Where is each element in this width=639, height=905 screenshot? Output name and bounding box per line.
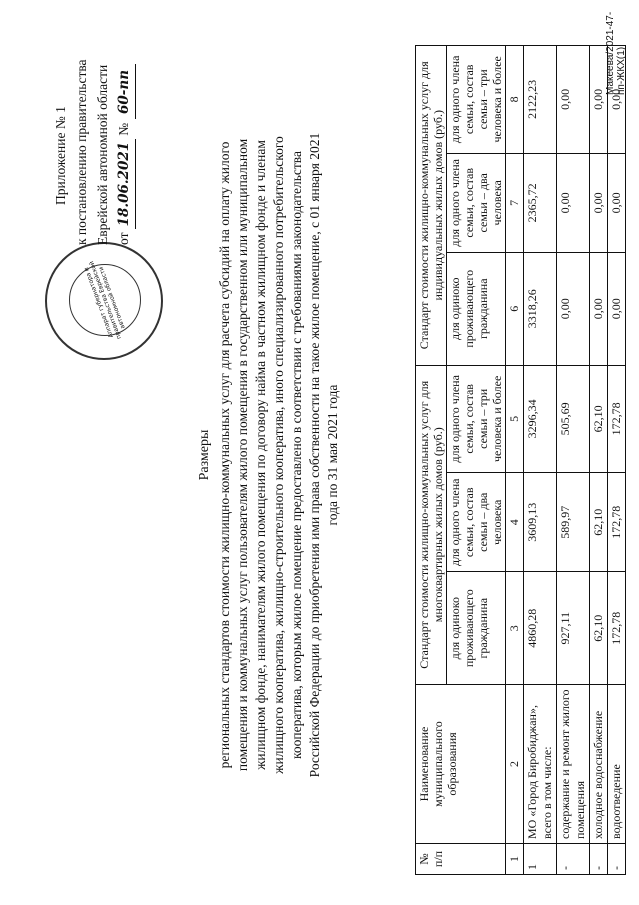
document-title <box>196 125 342 785</box>
cell-value: 172,78 <box>608 473 626 572</box>
row-name: содержание и ремонт жилого помещения <box>557 685 590 844</box>
cell-value: 0,00 <box>557 252 590 365</box>
col-num: 4 <box>506 473 524 572</box>
cell-value: 3609,13 <box>524 473 557 572</box>
col-num: 2 <box>506 685 524 844</box>
cell-value: 62,10 <box>590 572 608 685</box>
date-prefix: от <box>116 232 131 245</box>
cell-value: 0,00 <box>590 46 608 154</box>
col-num: 5 <box>506 365 524 473</box>
row-num: - <box>590 844 608 875</box>
cell-value: 2122,23 <box>524 46 557 154</box>
cell-value: 2365,72 <box>524 153 557 252</box>
cell-value: 927,11 <box>557 572 590 685</box>
cell-value: 0,00 <box>590 252 608 365</box>
table-row <box>590 46 608 875</box>
table-row <box>608 46 626 875</box>
cell-value: 589,97 <box>557 473 590 572</box>
col-num: 8 <box>506 46 524 154</box>
appendix-line3: Еврейской автономной области <box>95 64 110 245</box>
row-name: водоотведение <box>608 685 626 844</box>
header-col5: для одного члена семьи, состав семьи – три человека и более <box>447 365 506 473</box>
row-name: МО «Город Биробиджан», всего в том числе: <box>524 685 557 844</box>
cell-value: 0,00 <box>557 153 590 252</box>
header-col6: для одиноко проживающего гражданина <box>447 252 506 365</box>
cell-value: 62,10 <box>590 365 608 473</box>
row-num: 1 <box>524 844 557 875</box>
number-value: 60-пп <box>114 65 136 120</box>
col-num: 7 <box>506 153 524 252</box>
header-num: № п/п <box>416 844 506 875</box>
table-row <box>557 46 590 875</box>
header-col7: для одного члена семьи, состав семьи – два человека <box>447 153 506 252</box>
cell-value: 0,00 <box>608 46 626 154</box>
cell-value: 62,10 <box>590 473 608 572</box>
row-num: - <box>557 844 590 875</box>
header-col3: для одиноко проживающего гражданина <box>447 572 506 685</box>
col-num: 6 <box>506 252 524 365</box>
cell-value: 0,00 <box>557 46 590 154</box>
appendix-line1: Приложение № 1 <box>53 106 68 205</box>
cell-value: 505,69 <box>557 365 590 473</box>
cell-value: 0,00 <box>608 153 626 252</box>
cell-value: 172,78 <box>608 572 626 685</box>
header-name: Наименование муниципального образования <box>416 685 506 844</box>
appendix-line2: к постановлению правительства <box>74 59 89 245</box>
standards-table <box>415 45 626 875</box>
cell-value: 0,00 <box>590 153 608 252</box>
cell-value: 4860,28 <box>524 572 557 685</box>
title-heading: Размеры <box>197 429 212 481</box>
cell-value: 0,00 <box>608 252 626 365</box>
row-name: холодное водоснабжение <box>590 685 608 844</box>
column-number-row <box>506 46 524 875</box>
header-col8: для одного члена семьи, состав семьи – три человека и более <box>447 46 506 154</box>
appendix-block <box>50 15 136 245</box>
footer-reference: Макеева/2021-47-пп-ЖКХ(1) <box>605 11 627 95</box>
cell-value: 3318,26 <box>524 252 557 365</box>
stamp-text: Аппарат губернатора и правительства Еврейской автономной области <box>82 260 127 340</box>
number-prefix: № <box>116 122 131 136</box>
date-value: 18.06.2021 <box>114 139 136 229</box>
title-body: региональных стандартов стоимости жилищно-коммунальных услуг для расчета субсидий на оплату жилого помещения и коммунальных услуг пользователям жилого помещения в государственном или муниципальном жилищном фонде, нанимателям жилого помещения по договору найма в частном жилищном фонде и членам жилищного кооператива, жилищно-строительного кооператива, иного специализированного потребительского кооператива, которым жилое помещение предоставлено в соответствии с требованиями законодательства Российской Федерации до приобретения ими права собственности на такое жилое помещение, с 01 января 2021 года по 31 мая 2021 года <box>217 132 340 778</box>
header-col4: для одного члена семьи, состав семьи – два человека <box>447 473 506 572</box>
cell-value: 3296,34 <box>524 365 557 473</box>
official-stamp <box>45 242 163 360</box>
cell-value: 172,78 <box>608 365 626 473</box>
col-num: 1 <box>506 844 524 875</box>
header-group-apartment: Стандарт стоимости жилищно-коммунальных услуг для многоквартирных жилых домов (руб.) <box>416 365 447 684</box>
row-num: - <box>608 844 626 875</box>
appendix-date-line <box>113 15 136 245</box>
col-num: 3 <box>506 572 524 685</box>
table-row <box>524 46 557 875</box>
header-group-house: Стандарт стоимости жилищно-коммунальных услуг для индивидуальных жилых домов (руб.) <box>416 46 447 366</box>
